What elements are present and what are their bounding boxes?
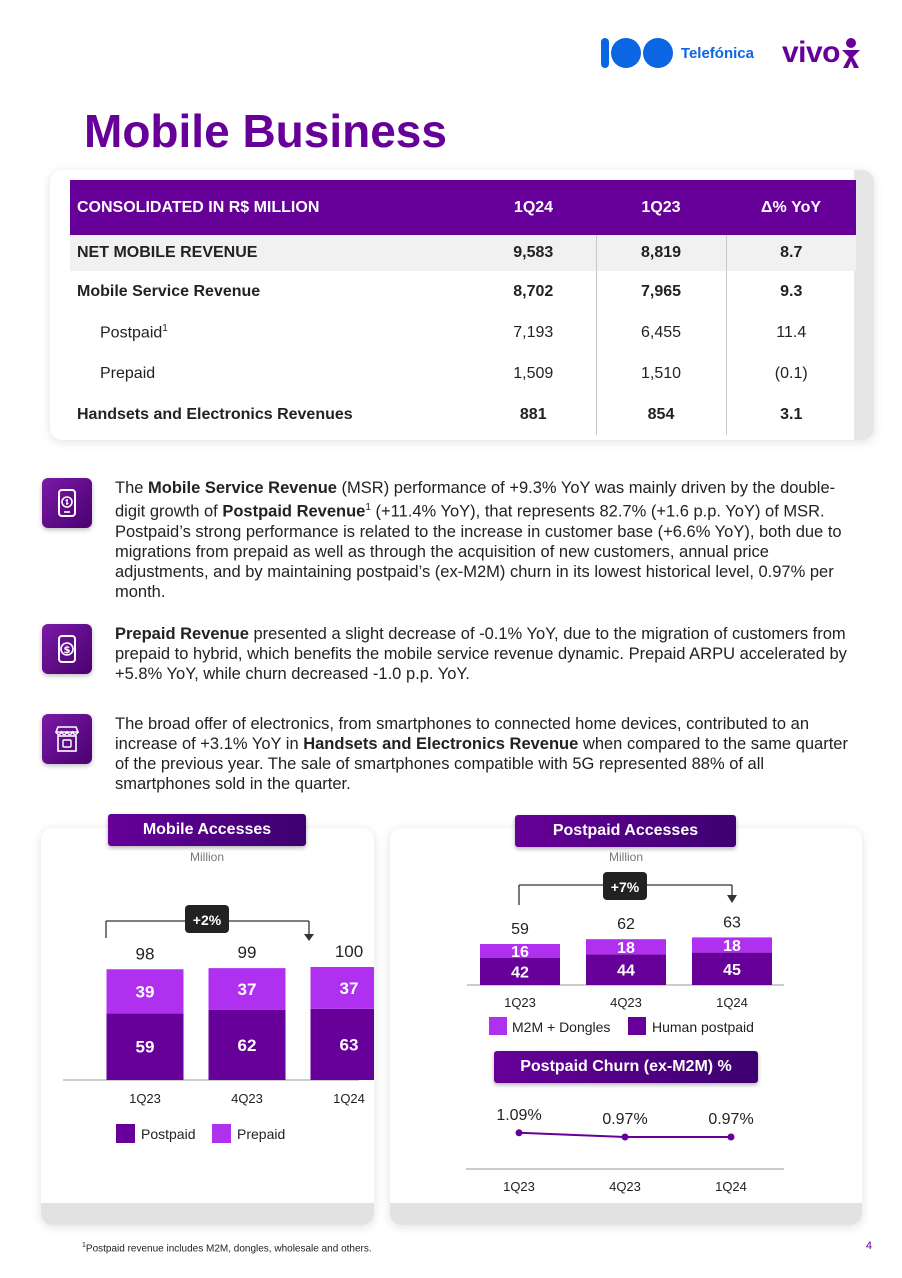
footnote-marker: 1 xyxy=(365,502,371,513)
mobile-accesses-card xyxy=(41,828,374,1225)
table-row xyxy=(70,394,856,435)
row-value-1q23: 6,455 xyxy=(596,312,726,353)
growth-badge-label: +7% xyxy=(610,879,640,895)
churn-value-label: 1.09% xyxy=(496,1106,542,1124)
table-header-1q23: 1Q23 xyxy=(596,180,726,235)
text-run: presented a slight decrease of -0.1% YoY, due to the migration of customers from prepaid to hybrid, which benefits the mobile service revenue dynamic. Prepaid ARPU accelerated by +5.8% YoY, while churn decreased -1.0 p.p. YoY. xyxy=(115,625,847,683)
footnote-text: Postpaid revenue includes M2M, dongles, wholesale and others. xyxy=(85,1243,372,1255)
row-label: NET MOBILE REVENUE xyxy=(70,235,471,271)
table-row xyxy=(70,235,856,271)
row-value-1q24: 881 xyxy=(519,405,547,423)
postpaid-churn-title: Postpaid Churn (ex-M2M) % xyxy=(494,1051,758,1083)
bar-label-prepaid: 39 xyxy=(135,982,155,1002)
footnote xyxy=(82,1242,372,1254)
table-header-yoy: Δ% YoY xyxy=(726,180,856,235)
row-label: Prepaid xyxy=(100,364,156,382)
bar-label-prepaid: 37 xyxy=(237,980,257,1000)
svg-text:$: $ xyxy=(63,645,71,656)
legend-label-postpaid: Postpaid xyxy=(141,1126,196,1142)
bar-total-label: 99 xyxy=(237,943,257,963)
table-header-1q24: 1Q24 xyxy=(471,180,596,235)
phone-dollar-icon xyxy=(42,624,92,674)
prepaid-paragraph-text xyxy=(115,624,855,684)
row-value-1q24: 1,509 xyxy=(513,364,554,382)
prepaid-paragraph xyxy=(42,624,862,684)
churn-point xyxy=(516,1129,523,1136)
bold-run: Prepaid Revenue xyxy=(115,625,249,643)
legend-label-m2m: M2M + Dongles xyxy=(512,1019,611,1035)
text-run: The broad offer of electronics, from smartphones to connected home devices, contributed to an increase of +3.1% YoY in xyxy=(115,715,809,753)
bar-label-m2m: 16 xyxy=(511,944,529,961)
row-value-yoy: 3.1 xyxy=(726,394,856,435)
x-tick-label: 1Q24 xyxy=(715,1179,747,1194)
page-number: 4 xyxy=(865,1240,872,1252)
table-row xyxy=(70,271,856,312)
x-tick-label: 1Q24 xyxy=(716,995,748,1010)
telefonica-logo xyxy=(601,38,754,68)
table-row xyxy=(70,353,856,394)
bar-total-label: 59 xyxy=(511,921,529,938)
postpaid-accesses-unit: Million xyxy=(609,850,644,864)
churn-point xyxy=(728,1134,735,1141)
telefonica-logo-text: Telefónica xyxy=(680,44,754,62)
bar-label-human: 42 xyxy=(511,964,529,982)
bar-label-human: 45 xyxy=(723,961,741,979)
row-value-yoy: 11.4 xyxy=(726,312,856,353)
vivo-logo-text: vivo xyxy=(781,36,840,69)
text-run: The xyxy=(115,479,149,497)
bar-total-label: 62 xyxy=(617,916,635,934)
x-tick-label: 4Q23 xyxy=(609,1179,641,1194)
x-tick-label: 1Q23 xyxy=(503,1179,535,1194)
text-run: (MSR) performance of +9.3% YoY was mainly driven by the double-digit growth of xyxy=(115,479,836,521)
row-label: Postpaid xyxy=(100,324,163,342)
bar-label-postpaid: 63 xyxy=(339,1035,359,1055)
row-value-1q24: 8,702 xyxy=(513,282,554,300)
annotation-arrowhead xyxy=(727,895,737,903)
x-tick-label: 1Q24 xyxy=(333,1091,365,1106)
bar-label-m2m: 18 xyxy=(723,938,741,955)
bold-run: Mobile Service Revenue xyxy=(148,479,337,497)
row-value-1q23: 8,819 xyxy=(596,235,726,271)
telefonica-100-mark xyxy=(601,38,673,68)
row-label: Handsets and Electronics Revenues xyxy=(77,405,353,423)
mobile-accesses-title: Mobile Accesses xyxy=(108,814,306,846)
bar-total-label: 98 xyxy=(135,944,155,964)
revenue-table xyxy=(70,180,856,435)
x-tick-label: 4Q23 xyxy=(610,995,642,1010)
legend-label-human: Human postpaid xyxy=(652,1019,754,1035)
legend-label-prepaid: Prepaid xyxy=(237,1126,286,1142)
electronics-paragraph xyxy=(42,714,862,794)
postpaid-card xyxy=(390,828,862,1225)
churn-value-label: 0.97% xyxy=(708,1111,754,1128)
bold-run: Postpaid Revenue xyxy=(222,502,366,521)
store-icon xyxy=(42,714,92,764)
legend-swatch-postpaid xyxy=(116,1124,135,1143)
bar-label-postpaid: 59 xyxy=(135,1037,155,1057)
legend-swatch-prepaid xyxy=(212,1124,231,1143)
bar-total-label: 63 xyxy=(723,914,741,932)
postpaid-charts xyxy=(390,828,862,1225)
legend-swatch-human xyxy=(628,1017,646,1035)
table-row xyxy=(70,312,856,353)
msr-paragraph xyxy=(42,478,862,602)
revenue-table-card xyxy=(50,170,874,440)
vivo-figure-icon xyxy=(840,37,862,69)
bar-label-m2m: 18 xyxy=(617,939,635,957)
bold-run: Handsets and Electronics Revenue xyxy=(303,735,579,753)
msr-paragraph-text xyxy=(115,478,855,602)
mobile-accesses-chart xyxy=(41,828,374,1225)
churn-point xyxy=(622,1134,629,1141)
bar-label-human: 44 xyxy=(617,962,635,980)
page-title: Mobile Business xyxy=(84,105,447,157)
x-tick-label: 1Q23 xyxy=(129,1091,161,1106)
mobile-accesses-unit: Million xyxy=(190,850,225,864)
row-label: Mobile Service Revenue xyxy=(77,282,261,300)
electronics-paragraph-text xyxy=(115,714,855,794)
text-run: (+11.4% YoY), that represents 82.7% (+1.6 p.p. YoY) of MSR. Postpaid’s strong performance is related to the increase in customer base (+6.6% YoY), both due to migrations from prepaid as well as through the acquisition of new customers, annual price adjustments, and by maintaining postpaid’s (ex-M2M) churn in its lowest historical level, 0.97% per month. xyxy=(115,502,842,601)
table-header-row xyxy=(70,180,856,235)
bar-total-label: 100 xyxy=(334,942,364,961)
row-label-cell xyxy=(70,312,471,353)
row-value-1q23: 7,965 xyxy=(596,271,726,312)
churn-value-label: 0.97% xyxy=(602,1111,648,1128)
bar-label-prepaid: 37 xyxy=(339,978,359,998)
row-value-1q23: 854 xyxy=(596,394,726,435)
header-logos xyxy=(601,36,862,70)
annotation-arrowhead xyxy=(304,934,314,941)
x-tick-label: 4Q23 xyxy=(231,1091,263,1106)
postpaid-accesses-title: Postpaid Accesses xyxy=(515,815,736,847)
row-value-yoy: 9.3 xyxy=(726,271,856,312)
footnote-marker: 1 xyxy=(82,1242,86,1249)
table-header-label: CONSOLIDATED IN R$ MILLION xyxy=(70,180,471,235)
smartphone-money-icon xyxy=(42,478,92,528)
bar-label-postpaid: 62 xyxy=(237,1035,257,1055)
row-value-1q24: 7,193 xyxy=(513,323,554,341)
legend-swatch-m2m xyxy=(489,1017,507,1035)
x-tick-label: 1Q23 xyxy=(504,995,536,1010)
vivo-logo xyxy=(782,36,862,70)
row-value-yoy: (0.1) xyxy=(726,353,856,394)
row-value-1q23: 1,510 xyxy=(596,353,726,394)
footnote-marker: 1 xyxy=(162,322,168,334)
text-run: when compared to the same quarter of the previous year. The sale of smartphones compatible with 5G represented 88% of all smartphones sold in the quarter. xyxy=(115,735,848,793)
growth-badge-label: +2% xyxy=(192,912,222,928)
row-value-1q24: 9,583 xyxy=(471,235,596,271)
row-value-yoy: 8.7 xyxy=(726,235,856,271)
